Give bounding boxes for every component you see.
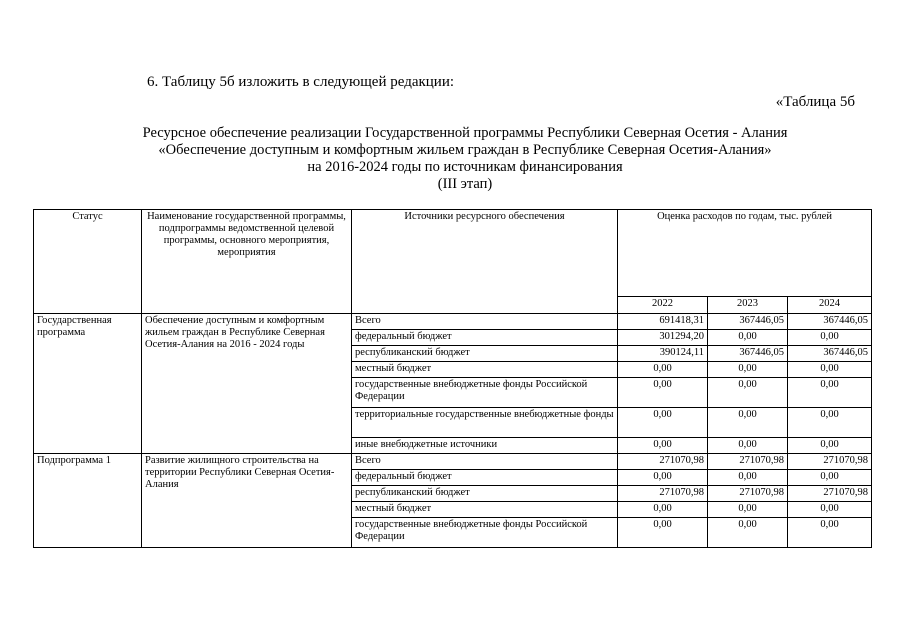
value-cell: 0,00 <box>618 362 708 378</box>
value-cell: 0,00 <box>708 518 788 548</box>
source-cell: федеральный бюджет <box>352 330 618 346</box>
source-cell: Всего <box>352 454 618 470</box>
title-line-2: «Обеспечение доступным и комфортным жильем граждан в Республике Северная Осетия-Алания» <box>158 142 772 158</box>
value-cell: 0,00 <box>618 378 708 408</box>
source-cell: республиканский бюджет <box>352 346 618 362</box>
table-row <box>34 454 872 470</box>
value-cell: 0,00 <box>708 470 788 486</box>
value-cell: 0,00 <box>618 502 708 518</box>
title-line-1: Ресурсное обеспечение реализации Государственной программы Республики Северная Осетия - Алания <box>142 125 788 141</box>
intro-text: 6. Таблицу 5б изложить в следующей редакции: <box>147 74 455 90</box>
document-title <box>60 125 870 193</box>
source-cell: республиканский бюджет <box>352 486 618 502</box>
value-cell: 0,00 <box>708 362 788 378</box>
header-sources: Источники ресурсного обеспечения <box>352 210 618 314</box>
source-cell: Всего <box>352 314 618 330</box>
source-cell: иные внебюджетные источники <box>352 438 618 454</box>
value-cell: 0,00 <box>618 470 708 486</box>
source-cell: местный бюджет <box>352 502 618 518</box>
title-line-4: (III этап) <box>437 176 493 192</box>
source-cell: федеральный бюджет <box>352 470 618 486</box>
header-estimate: Оценка расходов по годам, тыс. рублей <box>618 210 872 297</box>
source-cell: местный бюджет <box>352 362 618 378</box>
title-line-3: на 2016-2024 годы по источникам финансирования <box>307 159 623 175</box>
value-cell: 0,00 <box>708 502 788 518</box>
value-cell: 271070,98 <box>788 486 872 502</box>
status-cell: Государственная программа <box>34 314 142 454</box>
value-cell: 0,00 <box>708 378 788 408</box>
value-cell: 301294,20 <box>618 330 708 346</box>
value-cell: 271070,98 <box>788 454 872 470</box>
value-cell: 691418,31 <box>618 314 708 330</box>
value-cell: 0,00 <box>788 330 872 346</box>
program-name-cell: Обеспечение доступным и комфортным жильем граждан в Республике Северная Осетия-Алания на 2016 - 2024 годы <box>142 314 352 454</box>
value-cell: 0,00 <box>788 362 872 378</box>
value-cell: 367446,05 <box>708 346 788 362</box>
value-cell: 271070,98 <box>618 486 708 502</box>
value-cell: 0,00 <box>618 438 708 454</box>
status-cell: Подпрограмма 1 <box>34 454 142 548</box>
value-cell: 390124,11 <box>618 346 708 362</box>
value-cell: 0,00 <box>618 408 708 438</box>
resource-table <box>33 209 872 548</box>
value-cell: 0,00 <box>788 378 872 408</box>
value-cell: 367446,05 <box>788 314 872 330</box>
value-cell: 0,00 <box>788 502 872 518</box>
value-cell: 0,00 <box>788 518 872 548</box>
value-cell: 0,00 <box>708 438 788 454</box>
year-header: 2024 <box>788 297 872 314</box>
value-cell: 271070,98 <box>708 454 788 470</box>
table-reference: «Таблица 5б <box>775 94 855 110</box>
value-cell: 0,00 <box>708 408 788 438</box>
value-cell: 367446,05 <box>708 314 788 330</box>
value-cell: 0,00 <box>788 408 872 438</box>
value-cell: 0,00 <box>618 518 708 548</box>
value-cell: 0,00 <box>788 470 872 486</box>
program-name-cell: Развитие жилищного строительства на территории Республики Северная Осетия-Алания <box>142 454 352 548</box>
table-row <box>34 314 872 330</box>
source-cell: государственные внебюджетные фонды Российской Федерации <box>352 378 618 408</box>
source-cell: территориальные государственные внебюджетные фонды <box>352 408 618 438</box>
value-cell: 0,00 <box>708 330 788 346</box>
value-cell: 271070,98 <box>708 486 788 502</box>
year-header: 2023 <box>708 297 788 314</box>
source-cell: государственные внебюджетные фонды Российской Федерации <box>352 518 618 548</box>
value-cell: 271070,98 <box>618 454 708 470</box>
value-cell: 367446,05 <box>788 346 872 362</box>
header-program-name: Наименование государственной программы, подпрограммы ведомственной целевой программы, основного мероприятия, мероприятия <box>142 210 352 314</box>
header-status: Статус <box>34 210 142 314</box>
year-header: 2022 <box>618 297 708 314</box>
value-cell: 0,00 <box>788 438 872 454</box>
